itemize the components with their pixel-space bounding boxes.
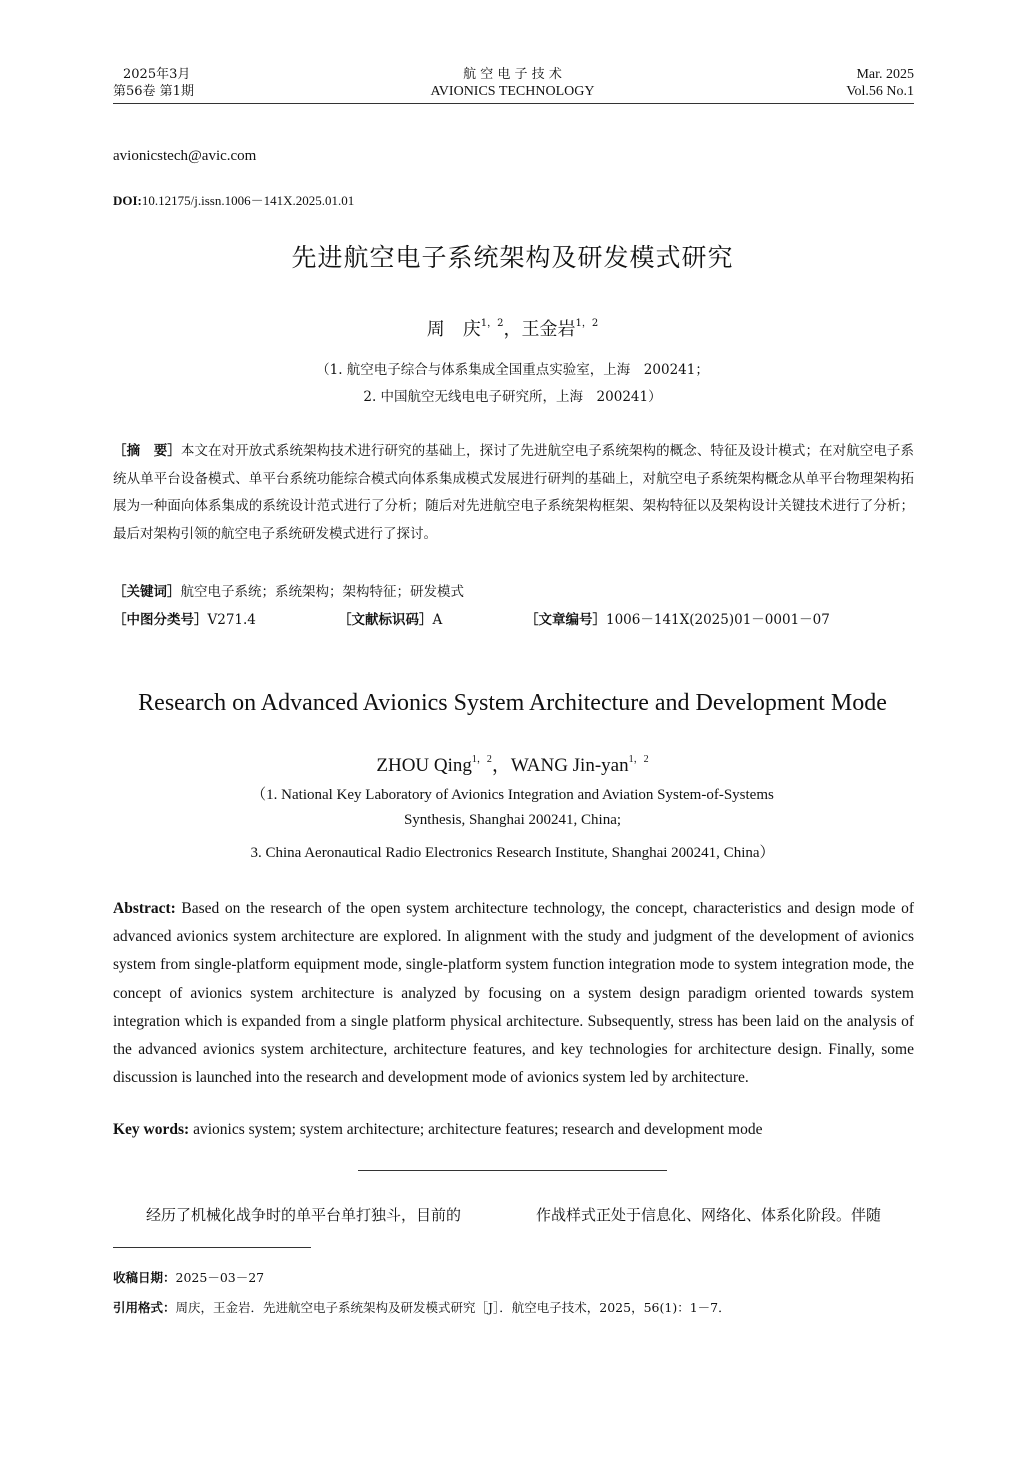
- keywords-cn-label: ［关键词］: [113, 584, 181, 600]
- document-code-value: A: [432, 612, 443, 628]
- abstract-en-text: Based on the research of the open system architecture technology, the concept, characteristics and design mode of advanced avionics system architecture are explored. In alignment with the study and judgment of the development of avionics system from single-platform equipment mode, single-platform system function integration mode to system integration mode, the concept of avionics system architecture is analyzed by focusing on a system design paradigm oriented towards system integration which is expanded from a single platform physical architecture. Subsequently, stress has been laid on the analysis of the advanced avionics system architecture, architecture features, and key technologies for architecture design. Finally, some discussion is launched into the research and development mode of avionics system led by architecture.: [113, 900, 914, 1087]
- clc-number: [113, 608, 256, 628]
- author-sep-cn: ，: [503, 319, 522, 340]
- running-header-right: [846, 66, 914, 100]
- body-text-part-2: 作战样式正处于信息化、网络化、体系化阶段。伴随: [536, 1206, 882, 1224]
- keywords-en-text: avionics system; system architecture; architecture features; research and development mode: [193, 1121, 763, 1138]
- header-date-cn: 2025年3月: [123, 67, 191, 82]
- footnote-citation: [113, 1298, 731, 1316]
- affiliation-en-1: （1. National Key Laboratory of Avionics Integration and Aviation System-of-Systems: [251, 787, 774, 803]
- abstract-cn-label: ［摘 要］: [113, 443, 181, 459]
- author-sep-en: ，: [491, 755, 511, 776]
- title-en: Research on Advanced Avionics System Architecture and Development Mode: [138, 690, 887, 716]
- footnote-received: [113, 1268, 264, 1286]
- author-2-en-affil: 1，2: [628, 754, 649, 765]
- keywords-cn-text: 航空电子系统；系统架构；架构特征；研发模式: [180, 584, 464, 600]
- author-1-en-affil: 1，2: [471, 754, 492, 765]
- author-2-cn-affil: 1，2: [575, 318, 599, 329]
- received-date: 2025－03－27: [175, 1270, 265, 1285]
- citation-label: 引用格式：: [113, 1300, 176, 1315]
- document-code: [338, 608, 442, 628]
- contact-email[interactable]: avionicstech@avic.com: [113, 148, 257, 164]
- header-volume-en: Vol.56 No.1: [846, 84, 914, 99]
- section-divider: [358, 1170, 667, 1171]
- clc-value: V271.4: [207, 612, 256, 628]
- citation-text: 周庆，王金岩．先进航空电子系统架构及研发模式研究［J］．航空电子技术，2025，56(1)：1－7．: [175, 1300, 731, 1315]
- journal-name-cn: 航 空 电 子 技 术: [463, 67, 562, 82]
- article-number: [525, 608, 830, 628]
- journal-name-en: AVIONICS TECHNOLOGY: [430, 84, 595, 99]
- abstract-en-label: Abstract:: [113, 900, 176, 917]
- doi-line: [113, 190, 354, 209]
- author-1-cn: 周 庆: [426, 319, 481, 340]
- document-code-label: ［文献标识码］: [338, 612, 433, 628]
- article-number-label: ［文章编号］: [525, 612, 606, 628]
- abstract-en: [113, 895, 914, 1092]
- affiliation-en-2: 3. China Aeronautical Radio Electronics Research Institute, Shanghai 200241, China）: [250, 845, 775, 861]
- header-date-en: Mar. 2025: [856, 67, 914, 82]
- author-1-en: ZHOU Qing: [376, 755, 472, 776]
- header-rule: [113, 103, 914, 104]
- header-volume-cn: 第56卷 第1期: [113, 84, 194, 99]
- keywords-en: [113, 1121, 762, 1139]
- doi-value[interactable]: 10.12175/j.issn.1006－141X.2025.01.01: [141, 193, 355, 208]
- abstract-cn: [113, 438, 914, 548]
- title-cn: 先进航空电子系统架构及研发模式研究: [291, 243, 734, 272]
- affiliation-cn-2: 2. 中国航空无线电电子研究所，上海 200241）: [363, 389, 662, 405]
- affiliation-cn-1: （1. 航空电子综合与体系集成全国重点实验室，上海 200241；: [316, 362, 709, 378]
- footnote-rule: [113, 1247, 311, 1248]
- doi-label: DOI:: [113, 193, 142, 208]
- clc-label: ［中图分类号］: [113, 612, 208, 628]
- author-2-en: WANG Jin-yan: [510, 755, 629, 776]
- author-2-cn: 王金岩: [521, 319, 576, 340]
- authors-cn: [0, 314, 1025, 341]
- received-label: 收稿日期：: [113, 1270, 176, 1285]
- keywords-cn: [113, 580, 464, 600]
- abstract-cn-text: 本文在对开放式系统架构技术进行研究的基础上，探讨了先进航空电子系统架构的概念、特征及设计模式；在对航空电子系统从单平台设备模式、单平台系统功能综合模式向体系集成模式发展进行研判的基础上，对航空电子系统架构概念从单平台物理架构拓展为一种面向体系集成的系统设计范式进行了分析；随后对先进航空电子系统架构框架、架构特征以及架构设计关键技术进行了分析；最后对架构引领的航空电子系统研发模式进行了探讨。: [113, 443, 915, 542]
- keywords-en-label: Key words:: [113, 1121, 190, 1138]
- body-text-part-1: 经历了机械化战争时的单平台单打独斗，目前的: [146, 1206, 462, 1224]
- authors-en: [0, 750, 1025, 777]
- affiliation-en-1-cont: Synthesis, Shanghai 200241, China;: [403, 812, 622, 828]
- article-number-value: 1006－141X(2025)01－0001－07: [606, 612, 830, 628]
- author-1-cn-affil: 1，2: [480, 318, 504, 329]
